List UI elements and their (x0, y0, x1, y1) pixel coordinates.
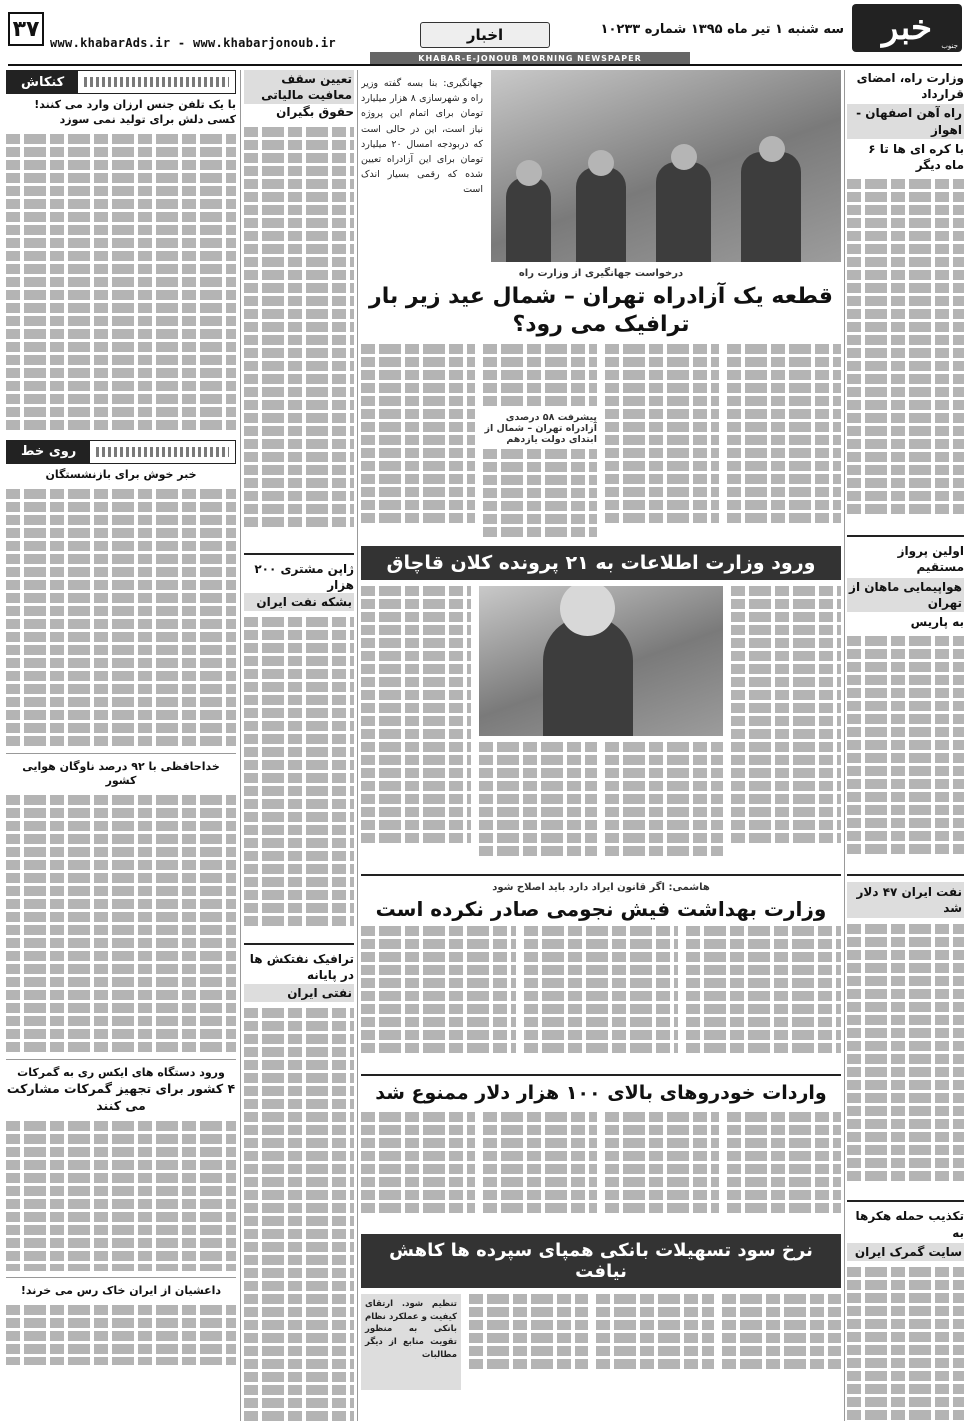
logo-text: خبر (881, 8, 933, 48)
date-issue: سه شنبه ۱ تیر ماه ۱۳۹۵ شماره ۱۰۲۳۳ (600, 22, 844, 37)
article-headline[interactable] (847, 543, 964, 630)
story2-body (361, 586, 841, 868)
ornament (96, 447, 229, 457)
story3-kicker: هاشمی: اگر قانون ایراد دارد باید اصلاح شود (492, 882, 710, 893)
story1-subhead: پیشرفت ۵۸ درصدی آزادراه تهران – شمال از ابتدای دولت یازدهم (484, 412, 597, 445)
person-head (588, 150, 614, 176)
article-headline[interactable] (847, 70, 964, 173)
site-urls[interactable]: www.khabarAds.ir - www.khabarjonoub.ir (50, 36, 336, 50)
story4-body (361, 1112, 841, 1228)
story1-kicker: درخواست جهانگیری از وزارت راه (518, 268, 684, 279)
story1-top (361, 70, 841, 262)
article-headline[interactable]: داعشیان از ایران خاک رس می خرند! (20, 1283, 222, 1297)
headline-line: راه آهن اصفهان - اهواز (847, 104, 964, 138)
masthead (0, 0, 970, 63)
article-body (727, 344, 841, 540)
story5-box: تنظیم شود. ارتقای کیفیت و عملکرد نظام بانکی به منظور تقویت منابع از دیگر مطالبات (361, 1294, 461, 1390)
story4-headline[interactable]: واردات خودروهای بالای ۱۰۰ هزار دلار ممنوع شد (375, 1082, 827, 1104)
story1-body (361, 344, 841, 540)
divider (6, 753, 236, 754)
article-body (847, 636, 964, 868)
story2-banner[interactable]: ورود وزارت اطلاعات به ۲۱ پرونده کلان قاچاق (361, 546, 841, 580)
headline-line: هواپیمایی ماهان از تهران (847, 578, 964, 612)
page-number: ۳۷ (8, 12, 44, 46)
story3-body (361, 926, 841, 1068)
article-body (686, 926, 841, 1068)
article-body (483, 344, 597, 408)
story5-banner[interactable]: نرخ سود تسهیلات بانکی همپای سپرده ها کاهش نیافت (361, 1234, 841, 1288)
person-figure (656, 162, 711, 262)
main-column (361, 70, 841, 1421)
headline-line: ترافیک نفتکش ها در پایانه (249, 952, 354, 983)
article-body (469, 1294, 588, 1390)
top-rule (8, 64, 962, 66)
person-head (759, 136, 785, 162)
story1-caption: جهانگیری: بنا بسه گفته وزیر راه و شهرسازی ۸ هزار میلیارد تومان برای اتمام این پروژه نیاز است، این در حالی است که دربودجه امسال ۲۰ میلیارد تومان برای این آزادراه تعیین شده که رقمی بسیار اندک است (361, 78, 484, 196)
article-body (244, 617, 354, 937)
headline-line: ورود دستگاه های ایکس ری به گمرکات (17, 1066, 225, 1080)
column-divider (844, 70, 845, 1421)
article-body (727, 1112, 841, 1228)
article-body (524, 926, 679, 1068)
headline-line: اولین پرواز مستقیم (897, 544, 964, 575)
article-body (605, 1112, 719, 1228)
story5-body (361, 1294, 841, 1390)
article-body (6, 795, 236, 1053)
article-headline[interactable] (244, 951, 354, 1002)
article-body (605, 344, 719, 540)
divider (361, 1074, 841, 1076)
kankash-label: کنکاش (7, 71, 78, 93)
column-divider (357, 70, 358, 1421)
article-body (479, 742, 597, 868)
article-body (605, 742, 723, 868)
story1-headline[interactable]: قطعه یک آزادراه تهران – شمال عید زیر بار ترافیک می رود؟ (369, 284, 833, 337)
article-body (6, 134, 236, 434)
headline-line: به پاریس (910, 614, 964, 629)
article-headline[interactable] (6, 98, 236, 128)
story2-under-photo (479, 742, 723, 868)
article-headline[interactable]: نفت ایران ۴۷ دلار شد (847, 882, 964, 918)
article-headline[interactable]: خبر خوش برای بازنشستگان (45, 467, 197, 481)
headline-line: تکذیب حمله هکرها به (855, 1209, 964, 1240)
newspaper-logo[interactable] (852, 4, 962, 52)
headline-line: ژاپن مشتری ۲۰۰ هزار (254, 561, 354, 592)
article-body (731, 586, 841, 868)
person-head (671, 144, 697, 170)
article-body (6, 1121, 236, 1271)
headline-line: نفتی ایران (244, 984, 354, 1002)
left-column (6, 70, 236, 1421)
article-body (361, 1112, 475, 1228)
article-body (361, 344, 475, 540)
article-body (596, 1294, 715, 1390)
divider (244, 943, 354, 945)
story3-headline[interactable]: وزارت بهداشت فیش نجومی صادر نکرده است (375, 897, 827, 921)
article-headline[interactable]: خداحافظی با ۹۲ درصد ناوگان هوایی کشور (22, 759, 220, 788)
section-tab[interactable]: اخبار (420, 22, 550, 48)
ornament (84, 77, 229, 87)
article-body (722, 1294, 841, 1390)
person-figure (576, 167, 626, 262)
headline-line: حقوق بگیران (276, 105, 354, 120)
person-figure (506, 177, 551, 262)
article-headline[interactable] (244, 70, 354, 121)
story2-photo[interactable] (479, 586, 723, 736)
masthead-band: KHABAR-E-JONOUB MORNING NEWSPAPER (370, 52, 690, 64)
article-body (847, 924, 964, 1194)
article-body (847, 179, 964, 529)
story1-column (483, 344, 597, 540)
story2-center (479, 586, 723, 868)
logo-sub: جنوب (941, 42, 958, 50)
rooye-khat-label: روی خط (7, 441, 90, 463)
article-body (483, 1112, 597, 1228)
headline-line: با یک تلفن جنس ارزان وارد می کنند! (34, 98, 236, 111)
article-body (6, 489, 236, 747)
headline-line: وزارت راه، امضای قرارداد (856, 71, 964, 102)
divider (847, 874, 964, 876)
divider (847, 1200, 964, 1202)
divider (244, 553, 354, 555)
mid-column (244, 70, 354, 1421)
headline-line: بشکه نفت ایران (244, 593, 354, 611)
article-body (361, 926, 516, 1068)
divider (6, 1277, 236, 1278)
headline-line: سایت گمرک ایران (847, 1243, 964, 1261)
article-body (847, 1267, 964, 1421)
article-body (244, 127, 354, 547)
headline-line: با کره ای ها تا ۶ ماه دیگر (868, 141, 964, 172)
column-divider (240, 70, 241, 1421)
person-head (516, 160, 542, 186)
person-figure (741, 152, 801, 262)
article-headline[interactable] (6, 1066, 236, 1115)
divider (847, 535, 964, 537)
headline-line: ۴ کشور برای تجهیز گمرکات مشارکت می کنند (6, 1081, 236, 1113)
article-body (483, 449, 597, 540)
article-body (244, 1008, 354, 1421)
divider (361, 874, 841, 876)
headline-line: تعیین سقف معافیت مالیاتی (244, 70, 354, 104)
divider (6, 1059, 236, 1060)
story1-photo[interactable] (491, 70, 841, 262)
kankash-header (6, 70, 236, 94)
article-headline[interactable] (847, 1208, 964, 1261)
right-column (847, 70, 964, 1421)
headline-line: کسی دلش برای تولید نمی سوزد (59, 112, 236, 126)
article-body (361, 586, 471, 868)
article-headline[interactable] (244, 561, 354, 612)
article-body (6, 1305, 236, 1365)
rooye-khat-header (6, 440, 236, 464)
